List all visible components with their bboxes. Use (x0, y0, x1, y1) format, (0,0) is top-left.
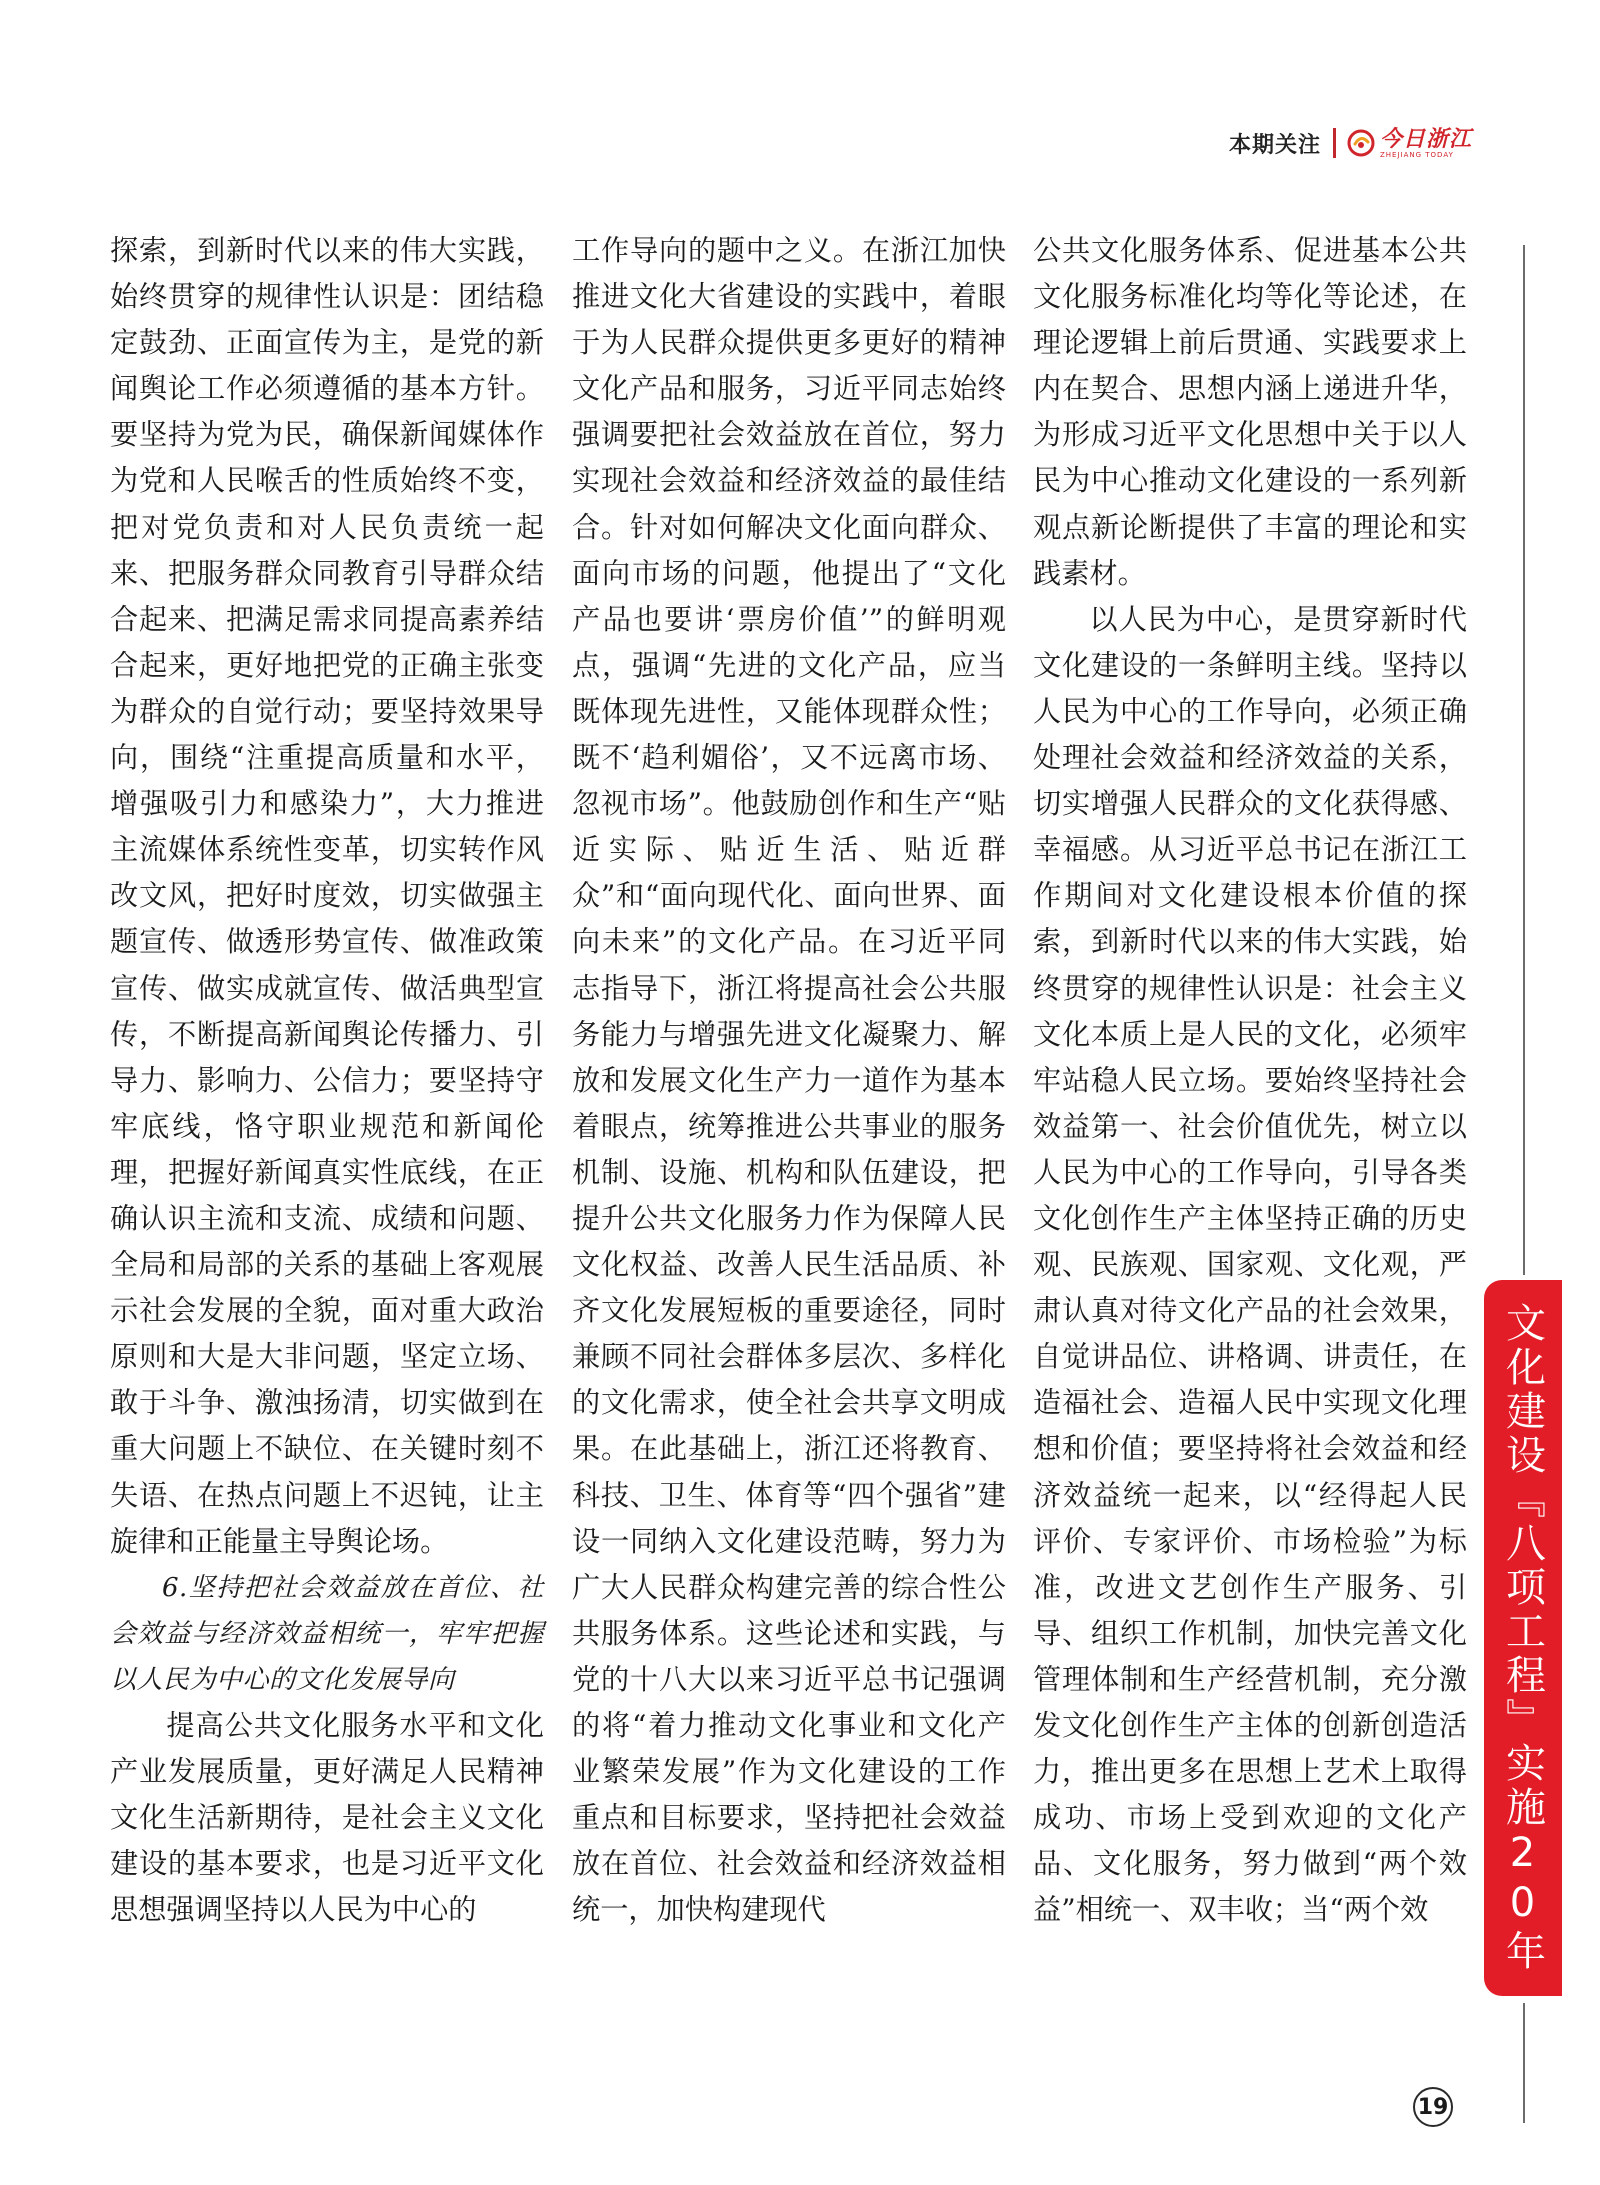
text-column-1 (110, 228, 544, 1933)
section-subheading: 6.坚持把社会效益放在首位、社会效益与经济效益相统一，牢牢把握以人民为中心的文化发展导向 (110, 1572, 544, 1695)
body-paragraph: 工作导向的题中之义。在浙江加快推进文化大省建设的实践中，着眼于为人民群众提供更多更好的精神文化产品和服务，习近平同志始终强调要把社会效益放在首位，努力实现社会效益和经济效益的最佳结合。针对如何解决文化面向群众、面向市场的问题，他提出了“文化产品也要讲‘票房价值’”的鲜明观点，强调“先进的文化产品，应当既体现先进性，又能体现群众性；既不‘趋利媚俗’，又不远离市场、忽视市场”。他鼓励创作和生产“贴近实际、贴近生活、贴近群众”和“面向现代化、面向世界、面向未来”的文化产品。在习近平同志指导下，浙江将提高社会公共服务能力与增强先进文化凝聚力、解放和发展文化生产力一道作为基本着眼点，统筹推进公共事业的服务机制、设施、机构和队伍建设，把提升公共文化服务力作为保障人民文化权益、改善人民生活品质、补齐文化发展短板的重要途径，同时兼顾不同社会群体多层次、多样化的文化需求，使全社会共享文明成果。在此基础上，浙江还将教育、科技、卫生、体育等“四个强省”建设一同纳入文化建设范畴，努力为广大人民群众构建完善的综合性公共服务体系。这些论述和实践，与党的十八大以来习近平总书记强调的将“着力推动文化事业和文化产业繁荣发展”作为文化建设的工作重点和目标要求，坚持把社会效益放在首位、社会效益和经济效益相统一，加快构建现代 (572, 234, 1006, 1927)
body-paragraph: 以人民为中心，是贯穿新时代文化建设的一条鲜明主线。坚持以人民为中心的工作导向，必须正确处理社会效益和经济效益的关系，切实增强人民群众的文化获得感、幸福感。从习近平总书记在浙江工作期间对文化建设根本价值的探索，到新时代以来的伟大实践，始终贯穿的规律性认识是：社会主义文化本质上是人民的文化，必须牢牢站稳人民立场。要始终坚持社会效益第一、社会价值优先，树立以人民为中心的工作导向，引导各类文化创作生产主体坚持正确的历史观、民族观、国家观、文化观，严肃认真对待文化产品的社会效果，自觉讲品位、讲格调、讲责任，在造福社会、造福人民中实现文化理想和价值；要坚持将社会效益和经济效益统一起来，以“经得起人民评价、专家评价、市场检验”为标准，改进文艺创作生产服务、引导、组织工作机制，加快完善文化管理体制和生产经营机制，充分激发文化创作生产主体的创新创造活力，推出更多在思想上艺术上取得成功、市场上受到欢迎的文化产品、文化服务，努力做到“两个效益”相统一、双丰收；当“两个效 (1033, 602, 1467, 1927)
logo-chinese-text: 今日浙江 (1379, 125, 1472, 152)
section-side-tab (1484, 1280, 1562, 1996)
page-number: 19 (1413, 2087, 1453, 2127)
text-column-2 (572, 228, 1006, 1933)
side-tab-title: 文化建设『八项工程』实施20年 (1499, 1302, 1546, 1974)
body-paragraph: 提高公共文化服务水平和文化产业发展质量，更好满足人民精神文化生活新期待，是社会主义文化建设的基本要求，也是习近平文化思想强调坚持以人民为中心的 (110, 1709, 544, 1927)
logo-swirl-icon (1346, 128, 1376, 158)
body-paragraph: 探索，到新时代以来的伟大实践，始终贯穿的规律性认识是：团结稳定鼓劲、正面宣传为主，是党的新闻舆论工作必须遵循的基本方针。要坚持为党为民，确保新闻媒体作为党和人民喉舌的性质始终不变，把对党负责和对人民负责统一起来、把服务群众同教育引导群众结合起来、把满足需求同提高素养结合起来，更好地把党的正确主张变为群众的自觉行动；要坚持效果导向，围绕“注重提高质量和水平，增强吸引力和感染力”，大力推进主流媒体系统性变革，切实转作风改文风，把好时度效，切实做强主题宣传、做透形势宣传、做准政策宣传、做实成就宣传、做活典型宣传，不断提高新闻舆论传播力、引导力、影响力、公信力；要坚持守牢底线，恪守职业规范和新闻伦理，把握好新闻真实性底线，在正确认识主流和支流、成绩和问题、全局和局部的关系的基础上客观展示社会发展的全貌，面对重大政治原则和大是大非问题，坚定立场、敢于斗争、激浊扬清，切实做到在重大问题上不缺位、在关键时刻不失语、在热点问题上不迟钝，让主旋律和正能量主导舆论场。 (110, 234, 544, 1558)
logo-english-text: ZHEJIANG TODAY (1379, 150, 1454, 159)
header-divider (1333, 128, 1336, 158)
text-column-3 (1033, 228, 1467, 1933)
margin-rule (1523, 245, 1525, 1275)
margin-rule (1523, 2003, 1525, 2123)
page-header (1229, 118, 1472, 168)
body-paragraph: 公共文化服务体系、促进基本公共文化服务标准化均等化等论述，在理论逻辑上前后贯通、实践要求上内在契合、思想内涵上递进升华，为形成习近平文化思想中关于以人民为中心推动文化建设的一系列新观点新论断提供了丰富的理论和实践素材。 (1033, 234, 1467, 590)
section-label: 本期关注 (1228, 132, 1321, 158)
publication-logo (1346, 125, 1472, 159)
